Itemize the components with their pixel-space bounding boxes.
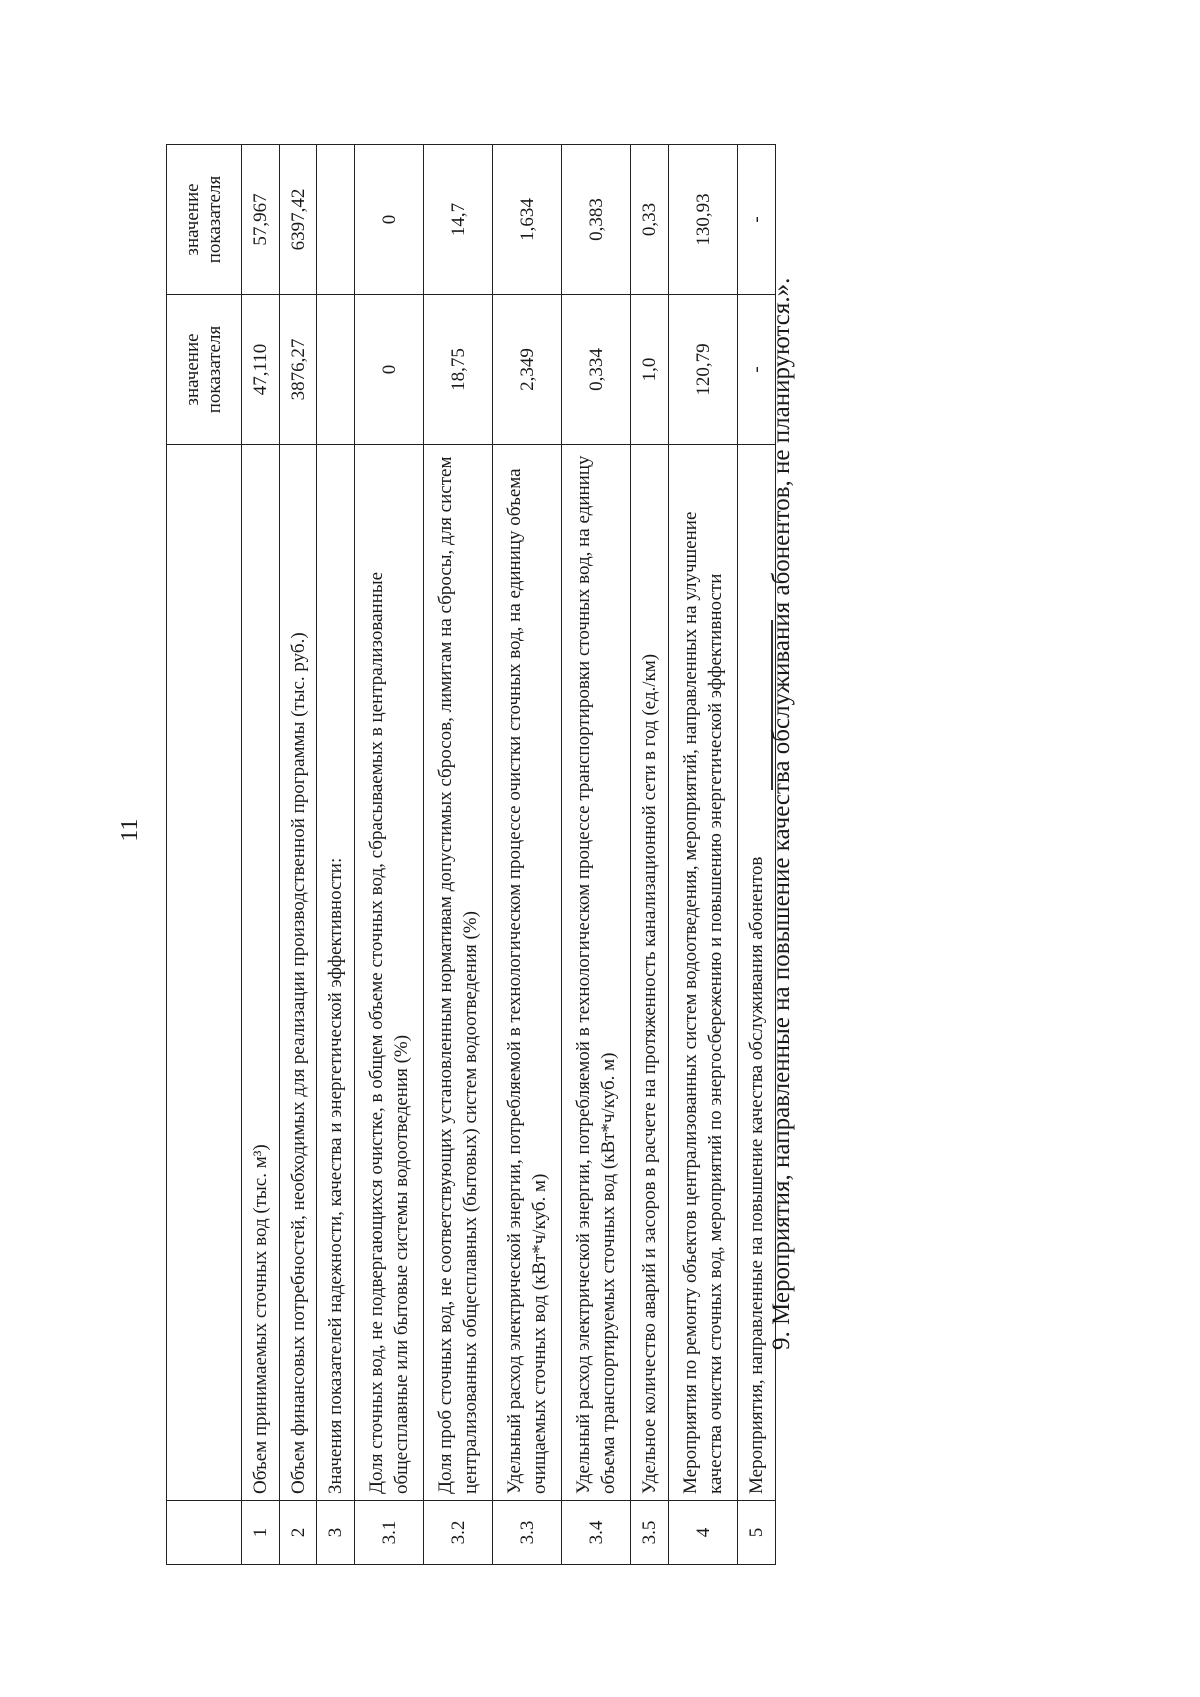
indicators-table-wrapper xyxy=(166,145,776,1565)
row-description: Доля сточных вод, не подвергающихся очистке, в общем объеме сточных вод, сбрасываемых в централизованные общесплавные или бытовые системы водоотведения (%) xyxy=(355,445,424,1501)
row-description: Мероприятия, направленные на повышение качества обслуживания абонентов xyxy=(738,445,776,1501)
row-value-1: 47,110 xyxy=(242,295,280,445)
header-value-2: значение показателя xyxy=(167,145,242,295)
table-header-row xyxy=(167,145,242,1565)
row-number: 3.5 xyxy=(631,1501,669,1565)
row-value-1: 2,349 xyxy=(493,295,562,445)
row-value-2: 14,7 xyxy=(424,145,493,295)
table-row xyxy=(493,145,562,1565)
row-description: Объем принимаемых сточных вод (тыс. м³) xyxy=(242,445,280,1501)
row-number: 2 xyxy=(279,1501,317,1565)
table-row xyxy=(317,145,355,1565)
row-description: Удельный расход электрической энергии, потребляемой в технологическом процессе очистки сточных вод, на единицу объема очищаемых сточных вод (кВт*ч/куб. м) xyxy=(493,445,562,1501)
indicators-table xyxy=(166,144,776,1565)
row-description: Удельное количество аварий и засоров в расчете на протяженность канализационной сети в год (ед./км) xyxy=(631,445,669,1501)
row-value-2 xyxy=(317,145,355,295)
row-number: 3 xyxy=(317,1501,355,1565)
row-number: 4 xyxy=(669,1501,738,1565)
row-value-2: 130,93 xyxy=(669,145,738,295)
closing-paragraph: 9. Мероприятия, направленные на повышение качества обслуживания абонентов, не планируются.». xyxy=(768,277,795,1350)
row-description: Удельный расход электрической энергии, потребляемой в технологическом процессе транспортировки сточных вод, на единицу объема транспортируемых сточных вод (кВт*ч/куб. м) xyxy=(562,445,631,1501)
page-number: 11 xyxy=(117,818,143,842)
row-value-1: - xyxy=(738,295,776,445)
header-num-cell xyxy=(167,1501,242,1565)
table-row xyxy=(562,145,631,1565)
row-description: Доля проб сточных вод, не соответствующих установленным нормативам допустимых сбросов, лимитам на сбросы, для систем централизованных общесплавных (бытовых) систем водоотведения (%) xyxy=(424,445,493,1501)
row-value-2: 6397,42 xyxy=(279,145,317,295)
row-number: 3.4 xyxy=(562,1501,631,1565)
row-value-1: 18,75 xyxy=(424,295,493,445)
table-row xyxy=(279,145,317,1565)
table-row xyxy=(355,145,424,1565)
row-value-1 xyxy=(317,295,355,445)
table-row xyxy=(424,145,493,1565)
table-row xyxy=(242,145,280,1565)
row-value-2: 57,967 xyxy=(242,145,280,295)
row-value-2: 0 xyxy=(355,145,424,295)
table-row xyxy=(669,145,738,1565)
row-value-1: 120,79 xyxy=(669,295,738,445)
row-number: 3.2 xyxy=(424,1501,493,1565)
table-row xyxy=(631,145,669,1565)
row-number: 3.3 xyxy=(493,1501,562,1565)
row-description: Мероприятия по ремонту объектов централизованных систем водоотведения, мероприятий, направленных на улучшение качества очистки сточных вод, мероприятий по энергосбережению и повышению энергетической эффективности xyxy=(669,445,738,1501)
row-number: 1 xyxy=(242,1501,280,1565)
header-desc-cell xyxy=(167,445,242,1501)
row-number: 5 xyxy=(738,1501,776,1565)
row-value-2: 0,33 xyxy=(631,145,669,295)
row-value-2: 1,634 xyxy=(493,145,562,295)
row-value-1: 3876,27 xyxy=(279,295,317,445)
row-value-1: 1,0 xyxy=(631,295,669,445)
row-value-2: 0,383 xyxy=(562,145,631,295)
row-description: Объем финансовых потребностей, необходимых для реализации производственной программы (тыс. руб.) xyxy=(279,445,317,1501)
row-description: Значения показателей надежности, качества и энергетической эффективности: xyxy=(317,445,355,1501)
row-value-1: 0 xyxy=(355,295,424,445)
row-value-1: 0,334 xyxy=(562,295,631,445)
row-value-2: - xyxy=(738,145,776,295)
header-value-1: значение показателя xyxy=(167,295,242,445)
row-number: 3.1 xyxy=(355,1501,424,1565)
